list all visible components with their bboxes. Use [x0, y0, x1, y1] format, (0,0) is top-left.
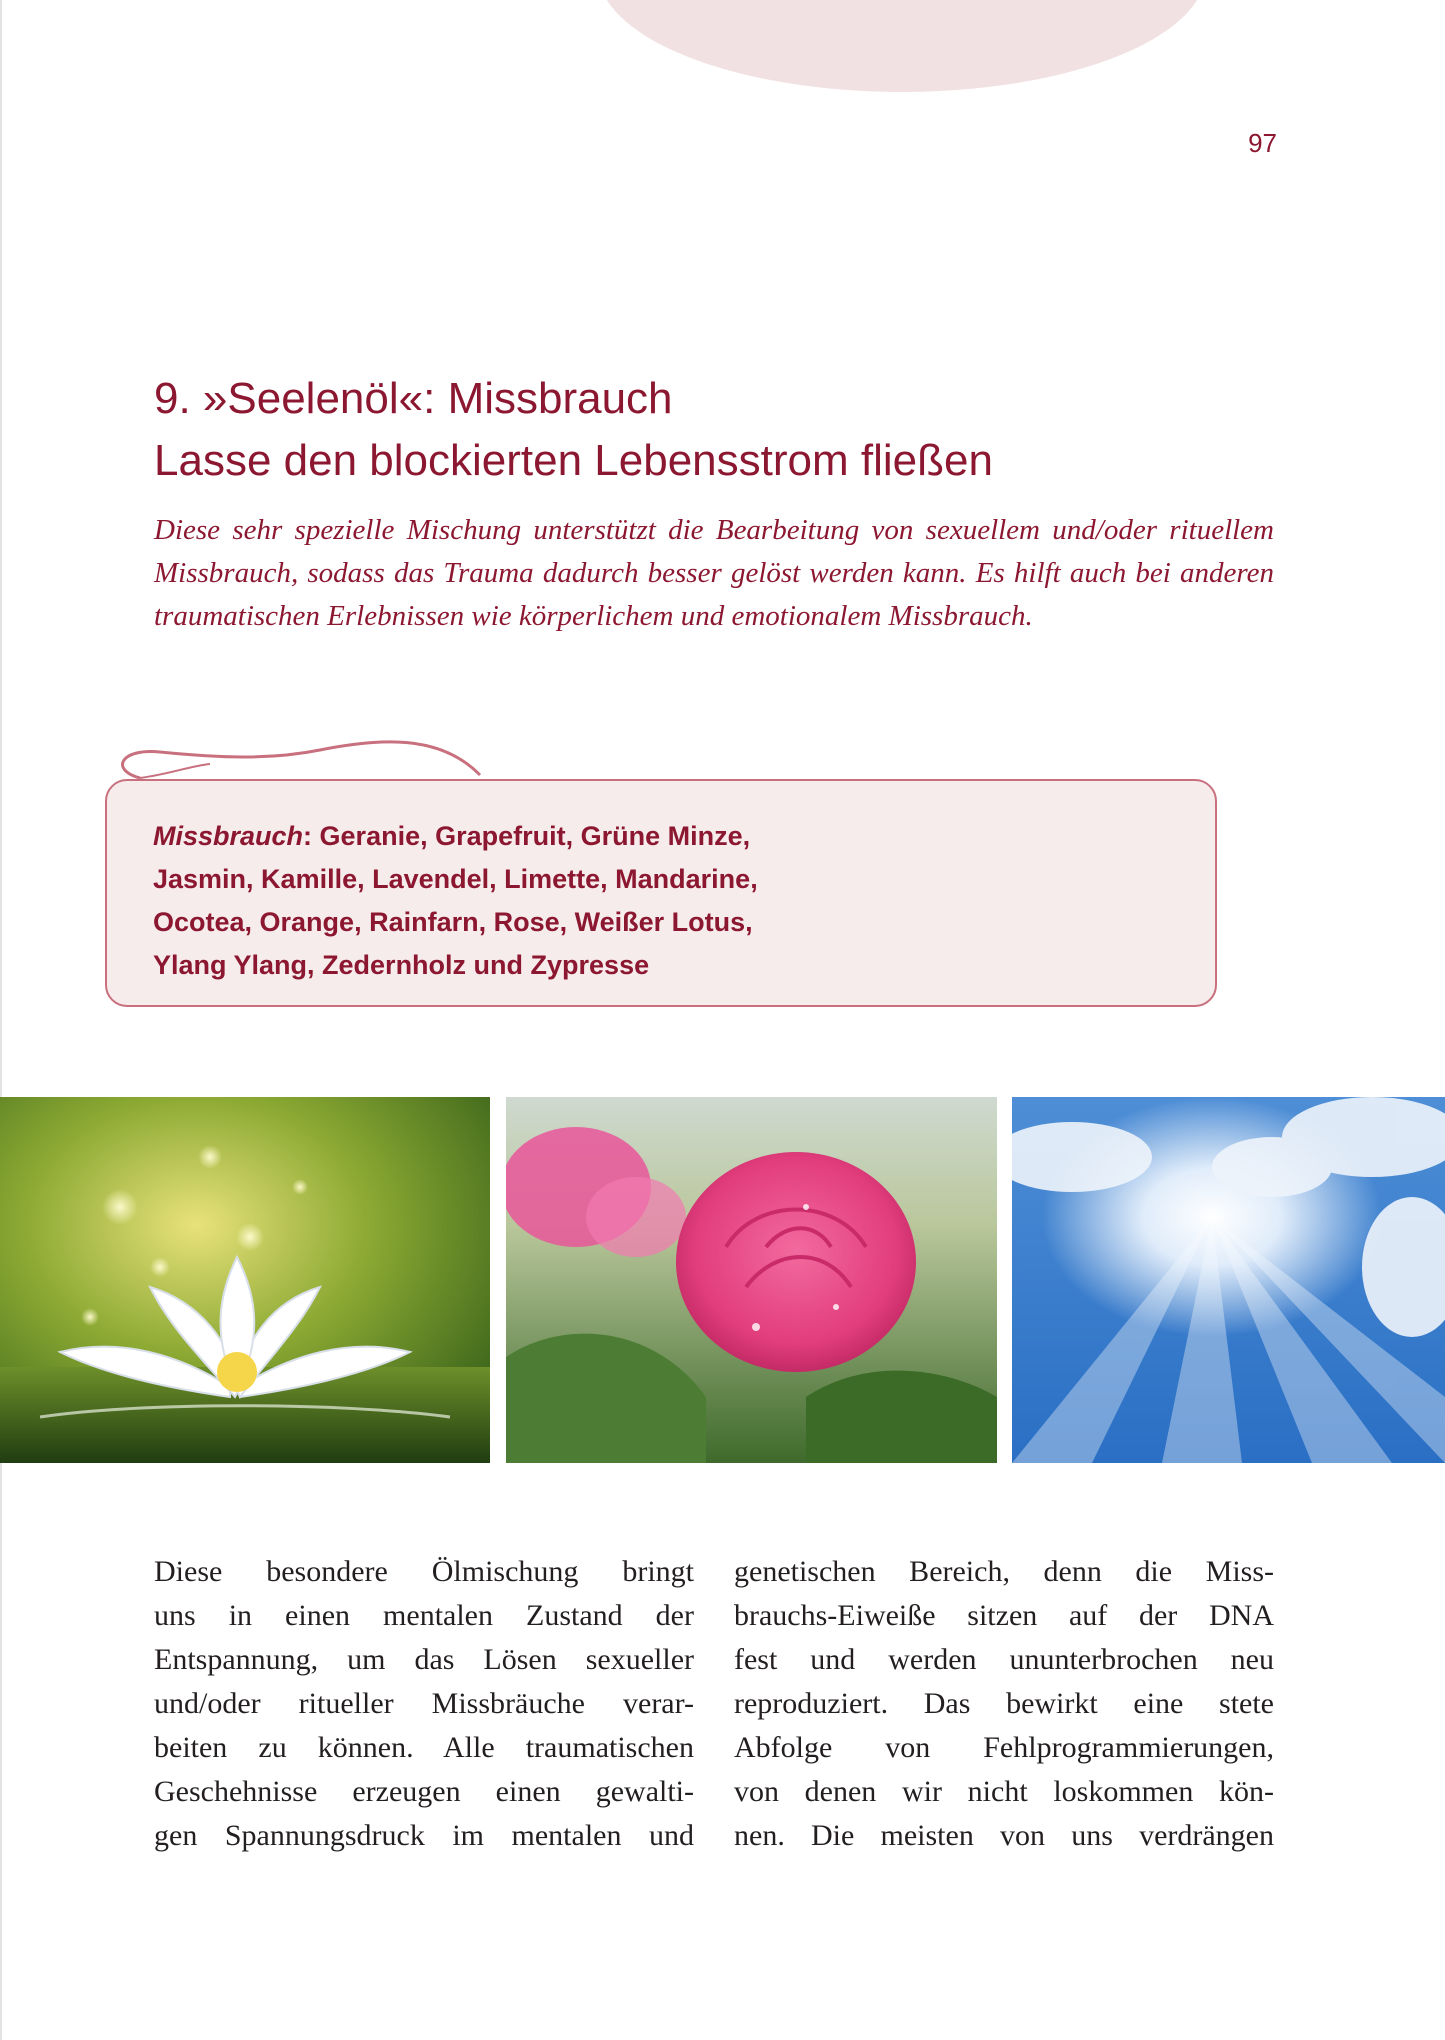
ingredient-text: : Geranie, Grapefruit, Grüne Minze,: [303, 821, 751, 851]
sunlit-sky-photo: [1012, 1097, 1445, 1463]
body-line: Geschehnisse erzeugen einen gewalti-: [154, 1775, 694, 1808]
decorative-blob: [598, 0, 1206, 92]
body-line: und/oder ritueller Missbräuche verar-: [154, 1687, 694, 1720]
body-column-left: [154, 1550, 694, 1858]
body-line: gen Spannungsdruck im mentalen und: [154, 1819, 694, 1852]
ingredient-line-4: Ylang Ylang, Zedernholz und Zypresse: [153, 950, 650, 980]
pink-rose-photo: [506, 1097, 997, 1463]
ingredient-line-2: Jasmin, Kamille, Lavendel, Limette, Mandarine,: [153, 864, 758, 894]
body-line: von denen wir nicht loskommen kön-: [734, 1775, 1274, 1808]
ingredient-line-1: [153, 815, 1169, 858]
body-line: genetischen Bereich, denn die Miss-: [734, 1555, 1274, 1588]
body-line: Diese besondere Ölmischung bringt: [154, 1555, 694, 1588]
ingredient-box: [105, 779, 1217, 1007]
heading-line-1: 9. »Seelenöl«: Missbrauch: [154, 374, 673, 423]
body-column-right: [734, 1550, 1274, 1858]
body-line: Abfolge von Fehlprogrammierungen,: [734, 1731, 1274, 1764]
body-line: nen. Die meisten von uns verdrängen: [734, 1819, 1274, 1852]
white-lotus-photo: [0, 1097, 490, 1463]
body-line: uns in einen mentalen Zustand der: [154, 1599, 694, 1632]
ingredient-label: Missbrauch: [153, 821, 304, 851]
body-line: reproduziert. Das bewirkt eine stete: [734, 1687, 1274, 1720]
heading-line-2: Lasse den blockierten Lebensstrom fließen: [154, 436, 993, 485]
body-line: brauchs-Eiweiße sitzen auf der DNA: [734, 1599, 1274, 1632]
body-line: Entspannung, um das Lösen sexueller: [154, 1643, 694, 1676]
chapter-heading: [154, 368, 1284, 492]
page-number: 97: [1248, 128, 1277, 158]
ingredient-line-3: Ocotea, Orange, Rainfarn, Rose, Weißer Lotus,: [153, 907, 753, 937]
body-line: fest und werden ununterbrochen neu: [734, 1643, 1274, 1676]
intro-paragraph: Diese sehr spezielle Mischung unterstützt die Bearbeitung von sexuellem und/oder rituellem Missbrauch, sodass das Trauma dadurch besser gelöst werden kann. Es hilft auch bei anderen traumatischen Erlebnissen wie körperlichem und emotionalem Missbrauch.: [154, 514, 1274, 632]
body-line: beiten zu können. Alle traumatischen: [154, 1731, 694, 1764]
page-edge-line: [0, 0, 2, 2040]
